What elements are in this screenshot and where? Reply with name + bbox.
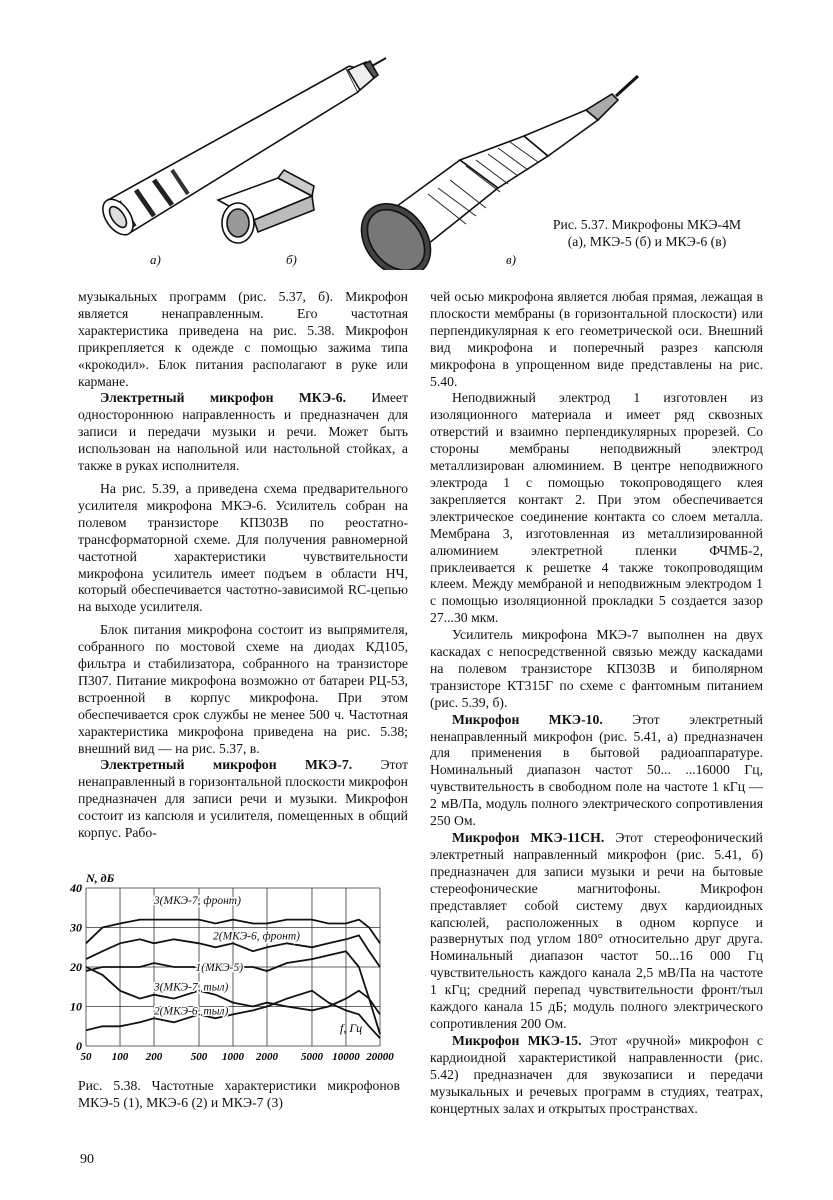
figure-label-a: а): [150, 252, 161, 267]
series-label: 3(МКЭ-7, фронт): [153, 894, 241, 907]
paragraph: Усилитель микрофона МКЭ-7 выполнен на двух каскадах с непосредственной связью между каскадами на полевом транзисторе КП303В и биполярном транзисторе КТ315Г по схеме с фантомным питанием (рис. 5.39, б).: [430, 627, 763, 710]
x-tick-label: 20000: [366, 1051, 394, 1063]
x-tick-label: 10000: [332, 1051, 360, 1063]
series-label: 2(МКЭ-6, тыл): [153, 1005, 229, 1018]
series-label: 3(МКЭ-7, тыл): [153, 981, 229, 994]
figure-label-b: б): [286, 252, 297, 267]
y-axis-label: N, дБ: [86, 871, 115, 885]
section-heading: Электретный микрофон МКЭ-7.: [100, 757, 353, 773]
paragraph: Электретный микрофон МКЭ-6. Имеет одностороннюю направленность и предназначен для записи и передачи музыки и речи. Может быть использован на напольной или настольной стойках, а также в руках исполнителя.: [78, 390, 408, 474]
section-heading: Микрофон МКЭ-11СН.: [452, 830, 605, 845]
x-tick-label: 1000: [222, 1051, 244, 1063]
page-number: 90: [80, 1152, 94, 1167]
x-tick-label: 500: [190, 1051, 208, 1063]
y-tick-label: 0: [76, 1039, 82, 1053]
figure-label-c: в): [506, 252, 516, 267]
x-tick-label: 5000: [300, 1051, 323, 1063]
figure-5-37-caption: Рис. 5.37. Микрофоны МКЭ-4М (а), МКЭ-5 (б) и МКЭ-6 (в): [552, 217, 742, 249]
right-column: [430, 289, 763, 1117]
section-heading: Микрофон МКЭ-10.: [452, 711, 603, 727]
paragraph: Электретный микрофон МКЭ-7. Этот ненаправленный в горизонтальной плоскости микрофон предназначен для записи речи и музыки. Микрофон состоит из капсюля и усилителя, помещенных в общий корпус. Рабо-: [78, 757, 409, 841]
series-label: 2(МКЭ-6, фронт): [213, 930, 301, 943]
chart-svg: [68, 868, 398, 1076]
paragraph: Микрофон МКЭ-15. Этот «ручной» микрофон с кардиоидной характеристикой направленности (рис. 5.42) предназначен для звукозаписи и передачи музыкальных и речевых программ в студиях, театрах, концертных залах и открытых пространствах.: [430, 1032, 764, 1116]
x-tick-label: 2000: [256, 1051, 279, 1063]
frequency-response-chart: [68, 868, 398, 1076]
figure-5-38-caption: Рис. 5.38. Частотные характеристики микрофонов МКЭ-5 (1), МКЭ-6 (2) и МКЭ-7 (3): [78, 1078, 400, 1110]
y-tick-label: 40: [70, 881, 82, 895]
paragraph: На рис. 5.39, а приведена схема предварительного усилителя микрофона МКЭ-6. Усилитель собран на полевом транзисторе КП303В по реостатно-трансформаторной схеме. Для получения равномерной частотной характеристики чувствительности микрофона усилитель имеет подъем в области НЧ, который обеспечивается частотно-зависимой RC-цепью на выходе усилителя.: [78, 480, 408, 615]
x-tick-label: 100: [111, 1051, 129, 1063]
paragraph: музыкальных программ (рис. 5.37, б). Микрофон является ненаправленным. Его частотная характеристика приведена на рис. 5.38. Микрофон прикрепляется к одежде с помощью зажима типа «крокодил». Блок питания располагают в руке или кармане.: [78, 289, 408, 389]
paragraph: Блок питания микрофона состоит из выпрямителя, собранного по мостовой схеме на диодах КД105, фильтра и стабилизатора, собранного на транзисторе П307. Питание микрофона возможно от батареи РЦ-53, встроенной в корпус микрофона. При этом обеспечивается срок службы не менее 500 ч. Частотная характеристика микрофона приведена на рис. 5.38; внешний вид — на рис. 5.37, в.: [78, 622, 408, 756]
x-axis-label: f, Гц: [340, 1021, 363, 1036]
y-tick-label: 20: [70, 960, 82, 974]
y-tick-label: 30: [70, 920, 82, 935]
x-tick-label: 200: [145, 1051, 163, 1063]
paragraph: Микрофон МКЭ-11СН. Этот стереофонический электретный направленный микрофон (рис. 5.41, б) предназначен для записи музыки и речи на бытовые стереофонические магнитофоны. Микрофон представляет собой систему двух кардиоидных капсюлей, расположенных в одном корпусе и развернутых под углом 180° относительно друг друга. Номинальный диапазон частот 50...16 000 Гц чувствительность каждого канала 2,5 мВ/Па на частоте 1 кГц; средний перепад чувствительности фронт/тыл каждого канала 15 дБ; модуль полного электрического сопротивления 200 Ом.: [430, 830, 763, 1031]
section-heading: Микрофон МКЭ-15.: [452, 1032, 582, 1048]
left-column: [78, 289, 408, 842]
paragraph: Микрофон МКЭ-10. Этот электретный ненаправленный микрофон (рис. 5.41, а) предназначен для применения в бытовой радиоаппаратуре. Номинальный диапазон частот 50... ...16000 Гц, чувствительность в свободном поле на частоте 1 кГц — 2 мВ/Па, модуль полного электрического сопротивления 250 Ом.: [430, 711, 763, 829]
paragraph: чей осью микрофона является любая прямая, лежащая в плоскости мембраны (в горизонтальной плоскости) или перпендикулярная к его геометрической оси. Внешний вид микрофона и поперечный разрез капсюля микрофона в упрощенном виде представлены на рис. 5.40.: [430, 289, 763, 389]
series-label: 1(МКЭ-5): [195, 961, 244, 974]
section-heading: Электретный микрофон МКЭ-6.: [100, 390, 346, 406]
x-tick-label: 50: [80, 1051, 92, 1063]
paragraph: Неподвижный электрод 1 изготовлен из изоляционного материала и имеет ряд сквозных отверстий и взаимно перпендикулярных прорезей. Со стороны мембраны неподвижный электрод металлизирован алюминием. В центре неподвижного электрода 1 с помощью токопроводящего клея закрепляется контакт 2. При этом обеспечивается электрическое соединение контакта со слоем металла. Мембрана 3, изготовленная из металлизированной алюминием электретной пленки ФЧМБ-2, приклеивается к решетке 4 также токопроводящим клеем. Между мембраной и неподвижным электродом 1 с помощью изоляционной прокладки 5 создается зазор 27...30 мкм.: [430, 390, 763, 626]
y-tick-label: 10: [70, 999, 82, 1014]
